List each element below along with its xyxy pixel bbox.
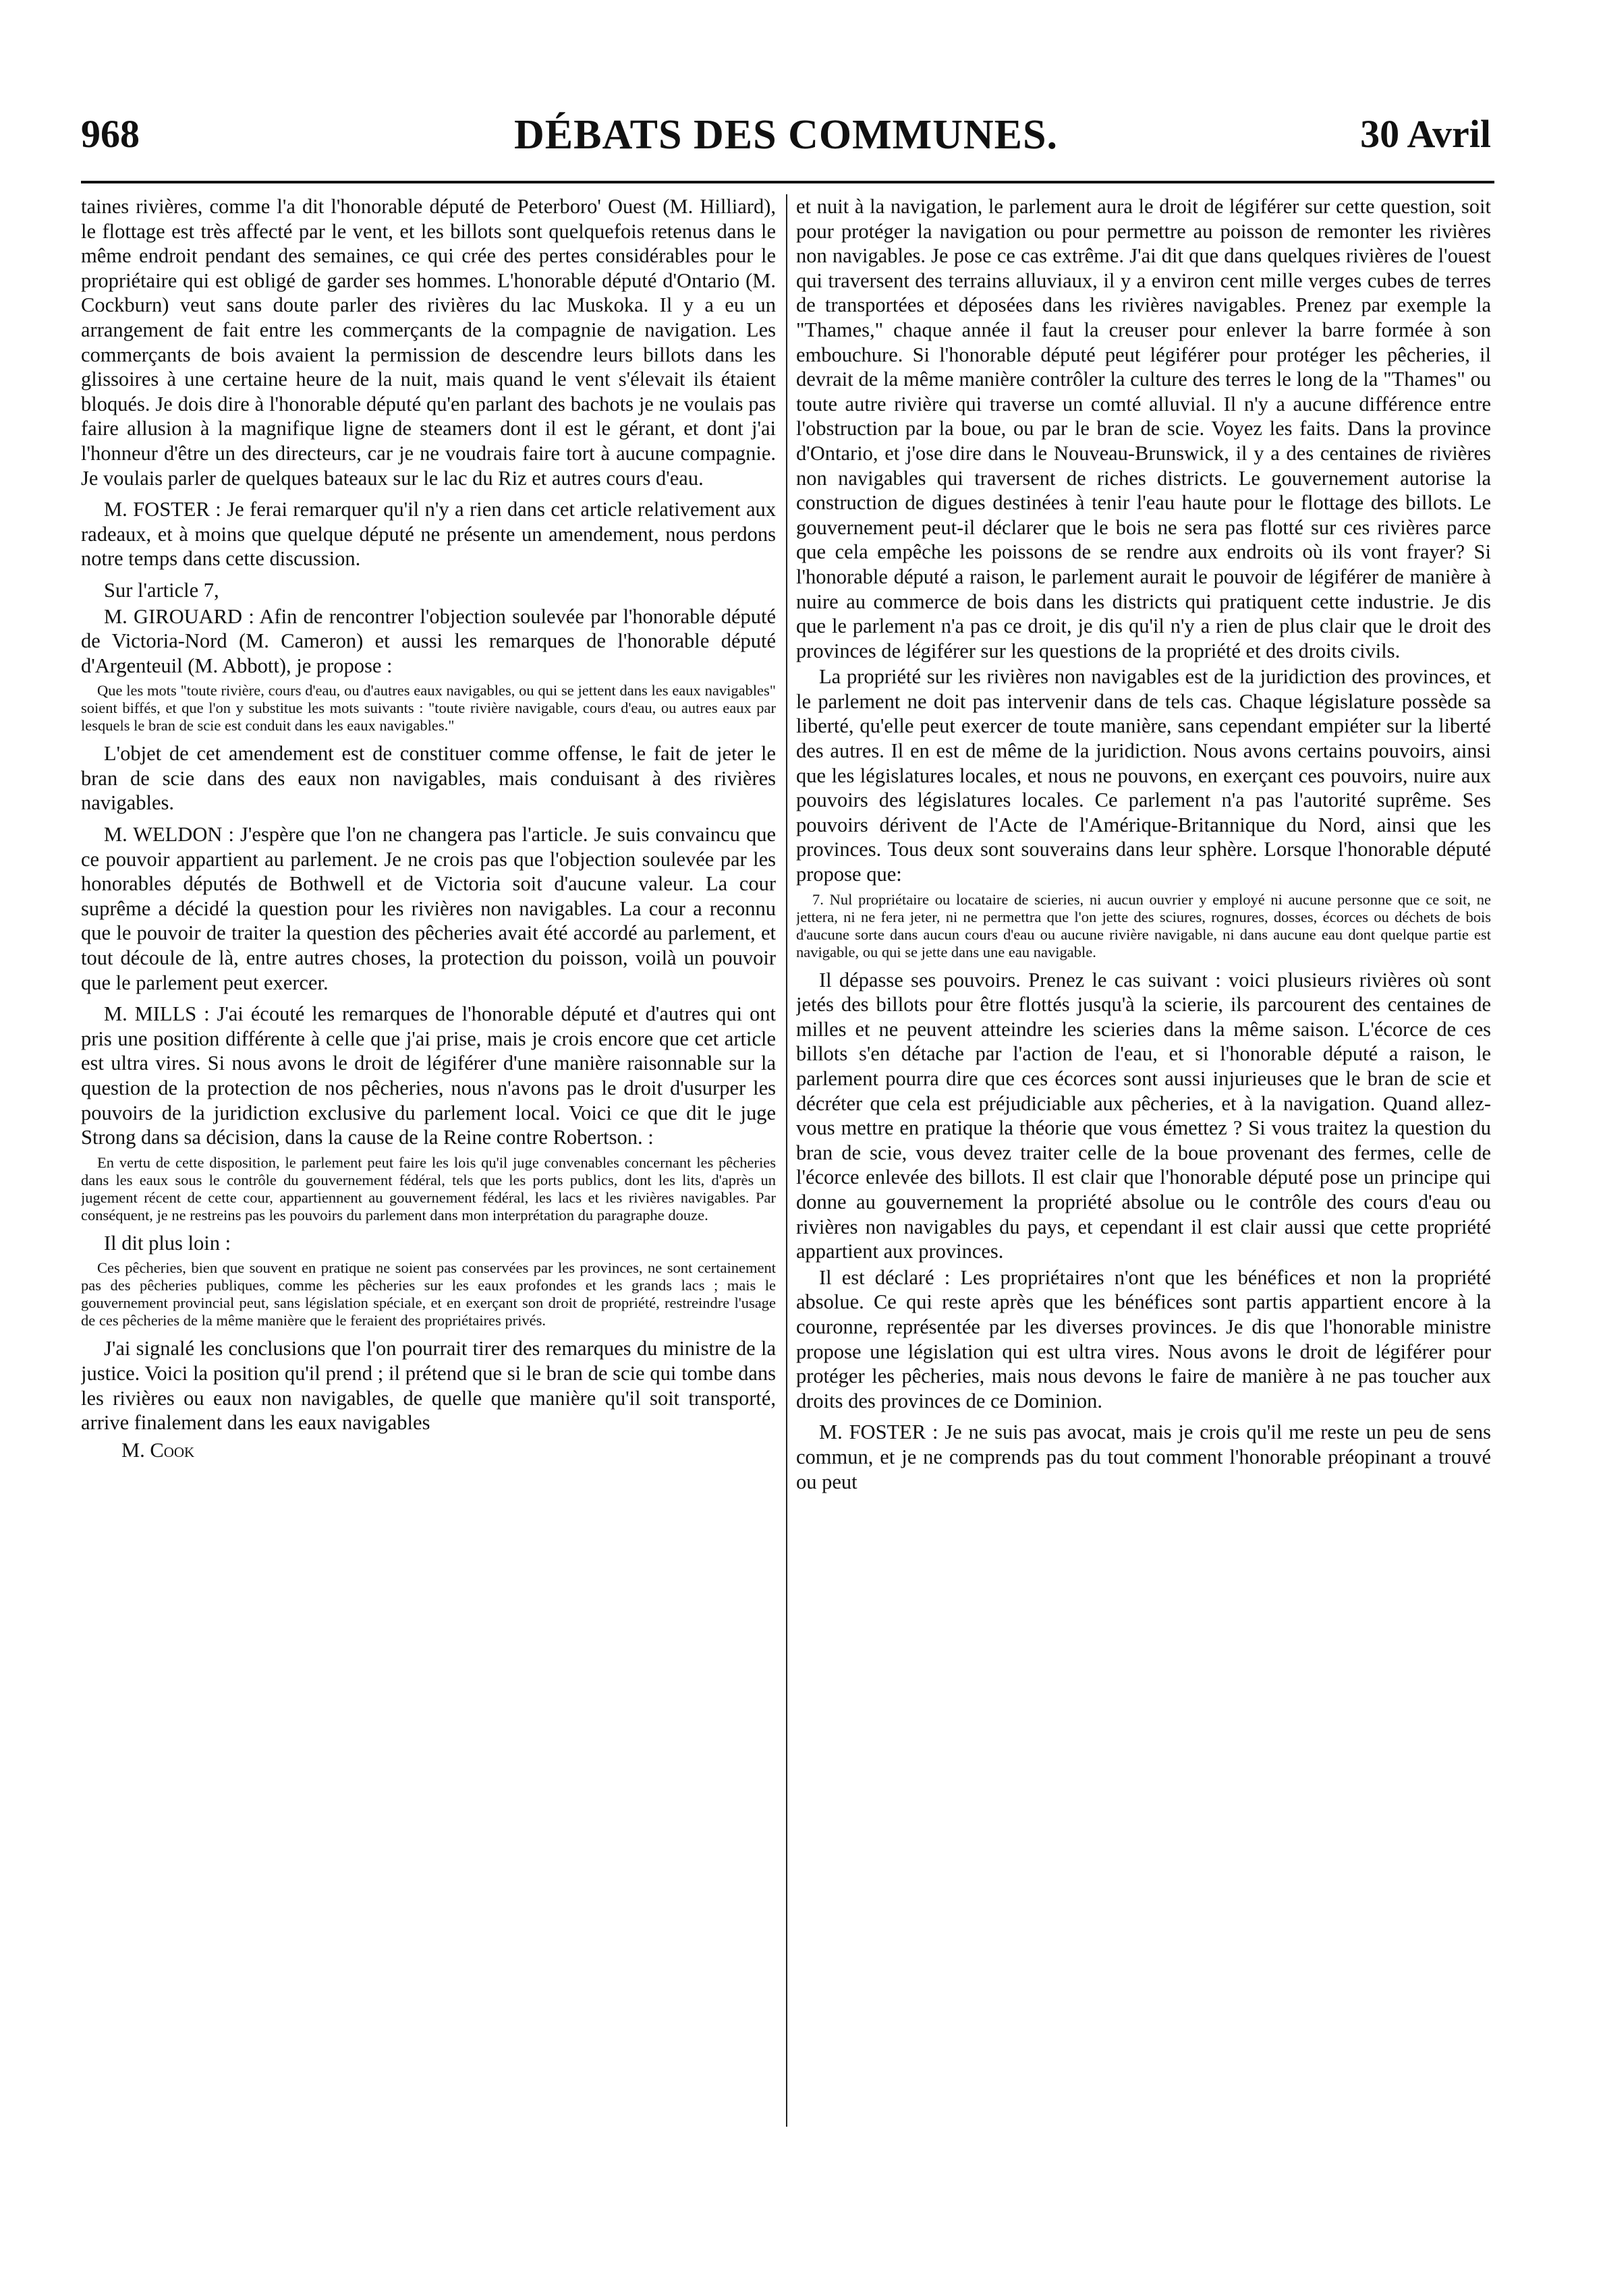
- paragraph: Sur l'article 7,: [104, 578, 219, 602]
- page-date: 30 Avril: [1360, 112, 1491, 156]
- paragraph: Il dit plus loin :: [104, 1231, 231, 1255]
- paragraph: M. FOSTER : Je ne suis pas avocat, mais je crois qu'il me reste un peu de sens commun, et je ne comprends pas du tout comment l'honorable préopinant a trouvé ou peut: [796, 1420, 1491, 1493]
- paragraph: et nuit à la navigation, le parlement aura le droit de légiférer sur cette question, soit pour protéger la navigation ou pour permettre au poisson de remonter les rivières non navigables. Je pose ce cas extrême. J'ai dit que dans quelques rivières de l'ouest qui traversent des terrains alluviaux, il y a environ cent mille verges cubes de terres de transportées et déposées dans les rivières navigables. Prenez par exemple la "Thames," chaque année il faut la creuser pour enlever la barre formée à son embouchure. Si l'honorable député peut légiférer pour protéger les pêcheries, il devrait de la même manière contrôler la culture des terres le long de la "Thames" ou toute autre rivière qui traverse un comté alluvial. Il n'y a aucune différence entre l'obstruction par la boue, ou par le bran de scie. Voyez les faits. Dans la province d'Ontario, et j'ose dire dans le Nouveau-Brunswick, il y a des centaines de rivières non navigables qui traversent de riches districts. Le gouvernement autorise la construction de digues destinées à tenir l'eau haute pour le flottage des billots. Le gouvernement peut-il déclarer que le bois ne sera pas flotté sur ces rivières parce que cela empêche les poissons de se rendre aux endroits où ils vont frayer? Si l'honorable député a raison, le parlement aurait le pouvoir de légiférer de manière à nuire au commerce de bois dans les districts qui pratiquent cette industrie. Je dis que le parlement n'a pas ce droit, je dis qu'il n'y a rien de plus clair que le droit des provinces de légiférer sur les questions de la propriété et des droits civils.: [796, 195, 1491, 662]
- paragraph: M. MILLS : J'ai écouté les remarques de l'honorable député et d'autres qui ont pris une position différente à celle que j'ai prise, mais je crois encore que cet article est ultra vires. Si nous avons le droit de légiférer d'une manière raisonnable sur la question de la protection de nos pêcheries, nous n'avons pas le droit d'usurper les pouvoirs de la juridiction exclusive du parlement local. Voici ce que dit le juge Strong dans sa décision, dans la cause de la Reine contre Robertson. :: [81, 1002, 776, 1149]
- left-column: [81, 194, 776, 2127]
- header-rule: [81, 181, 1494, 183]
- paragraph: La propriété sur les rivières non navigables est de la juridiction des provinces, et le parlement ne doit pas intervenir dans de tels cas. Chaque législature possède sa liberté, qu'elle peut exercer de toute manière, sans cependant empiéter sur la liberté des autres. Il en est de même de la juridiction. Nous avons certains pouvoirs, ainsi que les législatures locales, et nous ne pouvons, en exerçant ces pouvoirs, nuire aux pouvoirs des législatures locales. Ce parlement n'a pas l'autorité suprême. Ses pouvoirs dérivent de l'Acte de l'Amérique-Britannique du Nord, ainsi que les provinces. Tous deux sont souverains dans leur sphère. Lorsque l'honorable député propose que:: [796, 665, 1491, 886]
- paragraph: J'ai signalé les conclusions que l'on pourrait tirer des remarques du ministre de la justice. Voici la position qu'il prend ; il prétend que si le bran de scie qui tombe dans les rivières ou eaux non navigables, de quelle que manière qu'il soit transporté, arrive finalement dans les eaux navigables: [81, 1337, 776, 1435]
- quoted-text: Que les mots "toute rivière, cours d'eau, ou d'autres eaux navigables, ou qui se jettent dans les eaux navigables" soient biffés, et que l'on y substitue les mots suivants : "toute rivière navigable, cours d'eau, ou autres eaux par lesquels le bran de scie est conduit dans les eaux navigables.": [81, 682, 776, 735]
- right-column: [796, 194, 1491, 2127]
- quoted-text: Ces pêcheries, bien que souvent en pratique ne soient pas conservées par les provinces, ne sont certainement pas des pêcheries publiques, comme les pêcheries sur les eaux profondes et les grands lacs ; mais le gouvernement provincial peut, sans législation spéciale, et en exerçant son droit de propriété, restreindre l'usage de ces pêcheries de la même manière que le feraient des propriétaires privés.: [81, 1259, 776, 1329]
- speaker-signature: M. Cook: [121, 1438, 195, 1462]
- column-divider: [786, 194, 787, 2127]
- paragraph: Il dépasse ses pouvoirs. Prenez le cas suivant : voici plusieurs rivières où sont jetés des billots pour être flottés jusqu'à la scierie, ils parcourent des centaines de milles et ne peuvent atteindre les scieries dans la même saison. L'écorce de ces billots s'en détache par l'action de l'eau, et si l'honorable député a raison, le parlement pourra dire que ces écorces sont aussi injurieuses que le bran de scie et décréter que cela est préjudiciable aux pêcheries, et à la navigation. Quand allez-vous mettre en pratique la théorie que vous émettez ? Si vous traitez la question du bran de scie, vous devez traiter celle de la boue provenant des fermes, celle de l'écorce enlevée des billots. Il est clair que l'honorable député pose un principe qui donne au gouvernement la propriété absolue ou le contrôle des cours d'eau ou rivières non navigables du pays, et cependant il est clair aussi que cette propriété appartient aux provinces.: [796, 968, 1491, 1263]
- page-header: [81, 111, 1491, 165]
- paragraph: L'objet de cet amendement est de constituer comme offense, le fait de jeter le bran de scie dans des eaux non navigables, mais conduisant à des rivières navigables.: [81, 742, 776, 815]
- page-number: 968: [81, 112, 140, 156]
- paragraph: M. GIROUARD : Afin de rencontrer l'objection soulevée par l'honorable député de Victoria-Nord (M. Cameron) et aussi les remarques de l'honorable député d'Argenteuil (M. Abbott), je propose :: [81, 604, 776, 677]
- paragraph: M. WELDON : J'espère que l'on ne changera pas l'article. Je suis convaincu que ce pouvoir appartient au parlement. Je ne crois pas que l'objection soulevée par les honorables députés de Bothwell et de Victoria soit d'aucune valeur. La cour suprême a décidé la question pour les rivières non navigables. La cour a reconnu que le pouvoir de traiter la question des pêcheries avait été accordé au parlement, et tout découle de là, entre autres choses, la protection du poisson, voilà un pouvoir que le parlement peut exercer.: [81, 823, 776, 994]
- page-title: DÉBATS DES COMMUNES.: [513, 112, 1059, 158]
- paragraph: Il est déclaré : Les propriétaires n'ont que les bénéfices et non la propriété absolue. Ce qui reste après que les bénéfices sont partis appartient encore à la couronne, représentée par les diverses provinces. Je dis que l'honorable ministre propose une législation qui est ultra vires. Nous avons le droit de légiférer pour protéger les pêcheries, mais nous devons le faire de manière à ne pas toucher aux droits des provinces de ce Dominion.: [796, 1265, 1491, 1412]
- paragraph: M. FOSTER : Je ferai remarquer qu'il n'y a rien dans cet article relativement aux radeaux, et à moins que quelque député ne présente un amendement, nous perdons notre temps dans cette discussion.: [81, 498, 776, 571]
- paragraph: taines rivières, comme l'a dit l'honorable député de Peterboro' Ouest (M. Hilliard), le flottage est très affecté par le vent, et les billots sont quelquefois retenus dans le même endroit pendant des semaines, ce qui crée des pertes considérables pour le propriétaire qui est obligé de garder ses hommes. L'honorable député d'Ontario (M. Cockburn) veut sans doute parler des rivières du lac Muskoka. Il y a eu un arrangement de fait entre les commerçants de la compagnie de navigation. Les commerçants de bois avaient la permission de descendre leurs billots dans les glissoires à une certaine heure de la nuit, mais quand le vent s'élevait ils étaient bloqués. Je dois dire à l'honorable député qu'en parlant des bachots je ne voulais pas faire allusion à la magnifique ligne de steamers dont il est le gérant, et dont j'ai l'honneur d'être un des directeurs, car je ne voudrais faire tort à aucune compagnie. Je voulais parler de quelques bateaux sur le lac du Riz et autres cours d'eau.: [81, 195, 776, 490]
- quoted-text: 7. Nul propriétaire ou locataire de scieries, ni aucun ouvrier y employé ni aucune personne que ce soit, ne jettera, ni ne fera jeter, ni ne permettra que l'on jette des sciures, rognures, dosses, écorces ou déchets de bois d'aucune sorte dans aucun cours d'eau ou aucune rivière navigable, ni dans aucune eau dont quelque partie est navigable, ou qui se jette dans une eau navigable.: [796, 890, 1491, 960]
- quoted-text: En vertu de cette disposition, le parlement peut faire les lois qu'il juge convenables concernant les pêcheries dans les eaux sous le contrôle du gouvernement fédéral, tels que les ports publics, dont les lits, d'après un jugement récent de cette cour, appartiennent au gouvernement fédéral, les lacs et les rivières navigables. Par conséquent, je ne restreins pas les pouvoirs du parlement dans mon interprétation du paragraphe douze.: [81, 1153, 776, 1224]
